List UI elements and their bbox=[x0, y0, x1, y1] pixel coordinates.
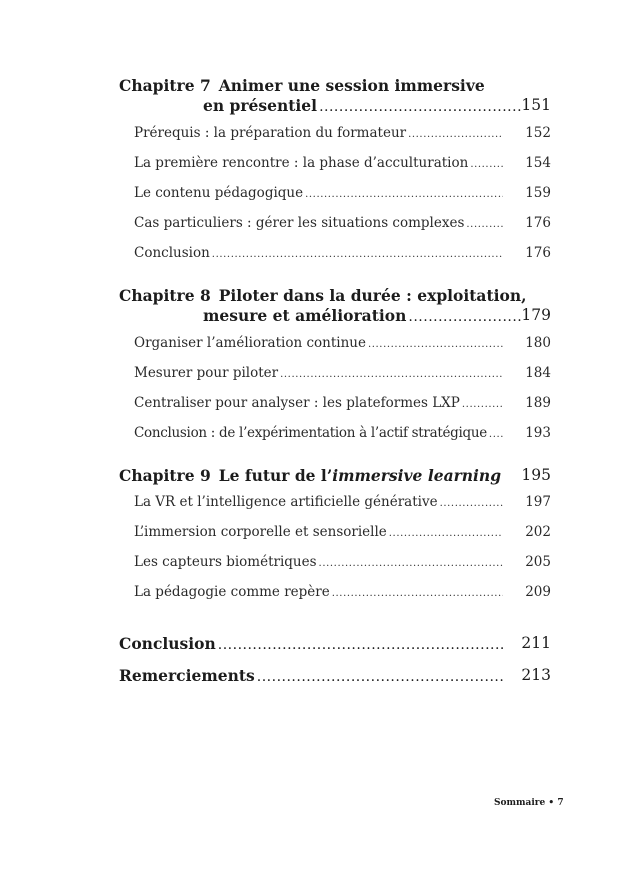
section-label: L’immersion corporelle et sensorielle bbox=[134, 524, 387, 540]
page-number: 184 bbox=[525, 365, 551, 381]
page-number: 211 bbox=[521, 634, 551, 652]
section-label: Mesurer pour piloter bbox=[134, 365, 279, 381]
leader-dots bbox=[440, 498, 503, 509]
leader-dots bbox=[212, 249, 503, 260]
leader-dots bbox=[368, 339, 503, 350]
chapter-title-line2: mesure et amélioration bbox=[203, 306, 407, 325]
chapter-7-heading bbox=[119, 76, 485, 95]
page-number: 176 bbox=[525, 245, 551, 261]
page-number: 189 bbox=[525, 395, 551, 411]
chapter-title-line1: Animer une session immersive bbox=[218, 76, 485, 95]
page-number: 209 bbox=[525, 584, 551, 600]
page-number: 197 bbox=[525, 494, 551, 510]
section-label: Les capteurs biométriques bbox=[134, 554, 317, 570]
chapter-8-title-row[interactable] bbox=[203, 306, 551, 325]
leader-dots bbox=[280, 369, 503, 380]
leader-dots bbox=[218, 637, 503, 653]
section-label: Prérequis : la préparation du formateur bbox=[134, 125, 407, 141]
footer-separator: • bbox=[548, 798, 555, 808]
chapter-8-heading bbox=[119, 286, 527, 305]
page-number: 195 bbox=[521, 466, 551, 484]
leader-dots bbox=[408, 129, 503, 140]
page-number: 202 bbox=[525, 524, 551, 540]
section-label: Le contenu pédagogique bbox=[134, 185, 304, 201]
leader-dots bbox=[462, 399, 503, 410]
page-number: 154 bbox=[525, 155, 551, 171]
chapter-number: Chapitre 7 bbox=[119, 76, 211, 95]
page-number: 176 bbox=[525, 215, 551, 231]
toc-entry-remerciements[interactable] bbox=[119, 666, 551, 685]
chapter-9-heading bbox=[119, 466, 501, 485]
chapter-title-italic: immersive learning bbox=[332, 466, 502, 485]
chapter-number: Chapitre 9 bbox=[119, 466, 211, 485]
toc-entry[interactable] bbox=[134, 554, 551, 570]
chapter-title-prefix: Le futur de l’ bbox=[218, 466, 333, 485]
toc-entry-conclusion[interactable] bbox=[119, 634, 551, 653]
leader-dots bbox=[489, 429, 503, 440]
page-number: 213 bbox=[521, 666, 551, 684]
leader-dots bbox=[319, 99, 523, 115]
section-label: Organiser l’amélioration continue bbox=[134, 335, 366, 351]
page-number: 180 bbox=[525, 335, 551, 351]
leader-dots bbox=[466, 219, 503, 230]
section-label: Conclusion bbox=[134, 245, 210, 261]
toc-entry[interactable] bbox=[134, 425, 551, 441]
chapter-number: Chapitre 8 bbox=[119, 286, 211, 305]
page-number: 179 bbox=[521, 306, 551, 324]
toc-entry[interactable] bbox=[134, 494, 551, 510]
toc-entry[interactable] bbox=[134, 584, 551, 600]
back-matter-label: Remerciements bbox=[119, 666, 255, 685]
footer-label: Sommaire bbox=[494, 798, 546, 808]
page-number: 159 bbox=[525, 185, 551, 201]
toc-entry[interactable] bbox=[134, 395, 551, 411]
section-label: La première rencontre : la phase d’acculturation bbox=[134, 155, 469, 171]
section-label: Conclusion : de l’expérimentation à l’actif stratégique bbox=[134, 425, 487, 441]
chapter-title-line1: Piloter dans la durée : exploitation, bbox=[218, 286, 527, 305]
section-label: Cas particuliers : gérer les situations complexes bbox=[134, 215, 465, 231]
toc-entry[interactable] bbox=[134, 245, 551, 261]
chapter-title-line2: en présentiel bbox=[203, 96, 318, 115]
section-label: Centraliser pour analyser : les plateformes LXP bbox=[134, 395, 460, 411]
chapter-9-title-row[interactable] bbox=[119, 466, 551, 485]
section-label: La VR et l’intelligence artificielle générative bbox=[134, 494, 438, 510]
toc-entry[interactable] bbox=[134, 125, 551, 141]
toc-entry[interactable] bbox=[134, 524, 551, 540]
toc-entry[interactable] bbox=[134, 215, 551, 231]
leader-dots bbox=[332, 588, 503, 599]
toc-entry[interactable] bbox=[134, 365, 551, 381]
page-footer bbox=[494, 798, 564, 808]
toc-entry[interactable] bbox=[134, 155, 551, 171]
back-matter-label: Conclusion bbox=[119, 634, 216, 653]
page-number: 151 bbox=[521, 96, 551, 114]
page-number: 152 bbox=[525, 125, 551, 141]
chapter-7-title-row[interactable] bbox=[203, 96, 551, 115]
section-label: La pédagogie comme repère bbox=[134, 584, 330, 600]
leader-dots bbox=[319, 558, 503, 569]
leader-dots bbox=[389, 528, 503, 539]
footer-page-number: 7 bbox=[557, 798, 564, 808]
leader-dots bbox=[408, 309, 523, 325]
leader-dots bbox=[470, 159, 503, 170]
toc-entry[interactable] bbox=[134, 185, 551, 201]
page-number: 205 bbox=[525, 554, 551, 570]
leader-dots bbox=[305, 189, 503, 200]
page-number: 193 bbox=[525, 425, 551, 441]
toc-entry[interactable] bbox=[134, 335, 551, 351]
leader-dots bbox=[257, 669, 503, 685]
